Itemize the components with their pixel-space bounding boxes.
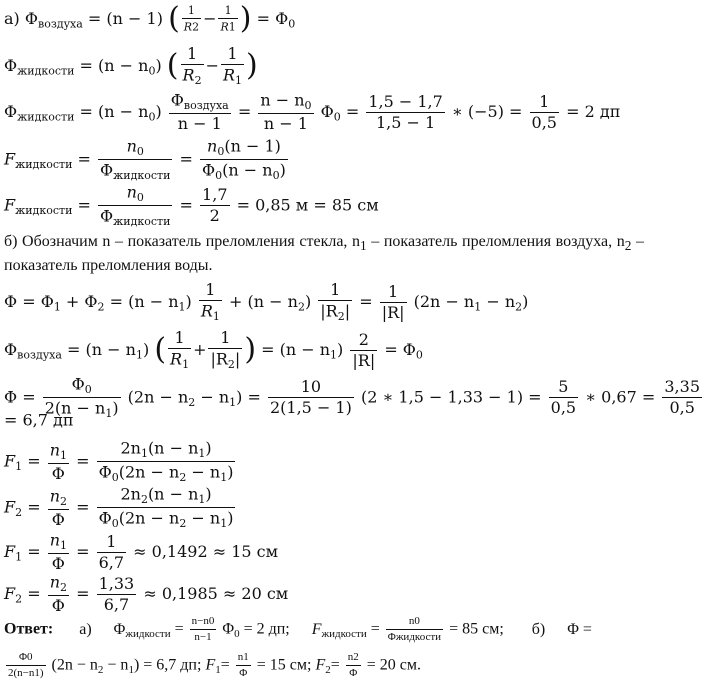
equation-line-3: $\Phi_{жидкости} = (n - n_0)$ $\frac{\Phi_{воздуха}}{n - 1}$ = $\frac{n - n_0}{n - 1}$ $\Phi_0$ = $\frac{1,5 - 1,7}{1,5 - 1}$ ∗ (−5) = $\frac{1}{0,5}$ = 2 дп [4, 90, 621, 133]
part-b-text: б) Обозначим n – показатель преломления стекла, $n_1$ – показатель преломления воздуха, $n_2$ – показатель преломления воды. [4, 233, 645, 275]
equation-line-12: $F_1$ = $\frac{n_1}{\Phi}$ = $\frac{1}{6,7}$ ≈ 0,1492 ≈ 15 см [4, 530, 279, 573]
equation-line-2: $\Phi_{жидкости} = (n - n_0)$ ( $\frac{1}{R_2}$ − $\frac{1}{R_1}$ ) [4, 44, 258, 87]
answer-line-2: $\frac{\Phi 0}{2(n-n1)}$ $(2n - n_2 - n_1) = 6,7$ дп; $F_1=$ $\frac{n1}{\Phi}$ = 15 см; $F_2=$ $\frac{n2}{\Phi}$ = 20 см. [8, 651, 422, 680]
equation-line-4: $F_{жидкости}$ = $\frac{n_0}{\Phi_{жидкости}}$ = $\frac{n_0(n - 1)}{\Phi_0(n - n_0)}$ [4, 136, 286, 182]
equation-line-10: $F_1$ = $\frac{n_1}{\Phi}$ = $\frac{2n_1(n - n_1)}{\Phi_0(2n - n_2 - n_1)}$ [4, 438, 234, 484]
equation-line-5: $F_{жидкости}$ = $\frac{n_0}{\Phi_{жидкости}}$ = $\frac{1,7}{2}$ = 0,85 м = 85 см [4, 182, 379, 228]
equation-line-6: $\Phi = \Phi_1 + \Phi_2 = (n - n_1)$ $\frac{1}{R_1}$ + $(n - n_2)$ $\frac{1}{|R_2|}$ = $\frac{1}{|R|}$ $(2n - n_1 - n_2)$ [4, 280, 529, 323]
answer-line-1: Ответ: а) $\Phi_{жидкости}$ = $\frac{n-n0}{n-1}$ $\Phi_0 = 2$ дп; $F_{жидкости}$ = $\frac{n0}{\text{Φжидкости}}$ = 85 см; б) Φ = [4, 615, 592, 644]
equation-line-13: $F_2$ = $\frac{n_2}{\Phi}$ = $\frac{1,33}{6,7}$ ≈ 0,1985 ≈ 20 см [4, 572, 289, 615]
answer-label: Ответ: [4, 620, 54, 638]
equation-line-8: Φ = $\frac{\Phi_0}{2(n - n_1)}$ $(2n - n_2 - n_1)$ = $\frac{10}{2(1,5 - 1)}$ (2 ∗ 1,5 − 1,33 − 1) = $\frac{5}{0,5}$ ∗ 0,67 = $\frac{3,35}{0,5}$ [4, 374, 700, 420]
equation-line-7: $\Phi_{воздуха} = (n - n_1)$ ( $\frac{1}{R_1}$ + $\frac{1}{|R_2|}$ ) = $(n - n_1)$ $\frac{2}{|R|}$ = $\Phi_0$ [4, 328, 423, 371]
equation-line-9: = 6,7 дп [4, 410, 74, 430]
equation-line-11: $F_2$ = $\frac{n_2}{\Phi}$ = $\frac{2n_2(n - n_1)}{\Phi_0(2n - n_2 - n_1)}$ [4, 484, 234, 530]
equation-line-1: а) $\Phi_{воздуха} = (n - 1)$ ( $\frac{1}{R2}$ − $\frac{1}{R1}$ ) = $\Phi_0$ [4, 1, 296, 36]
part-a-label: а) [4, 9, 20, 28]
